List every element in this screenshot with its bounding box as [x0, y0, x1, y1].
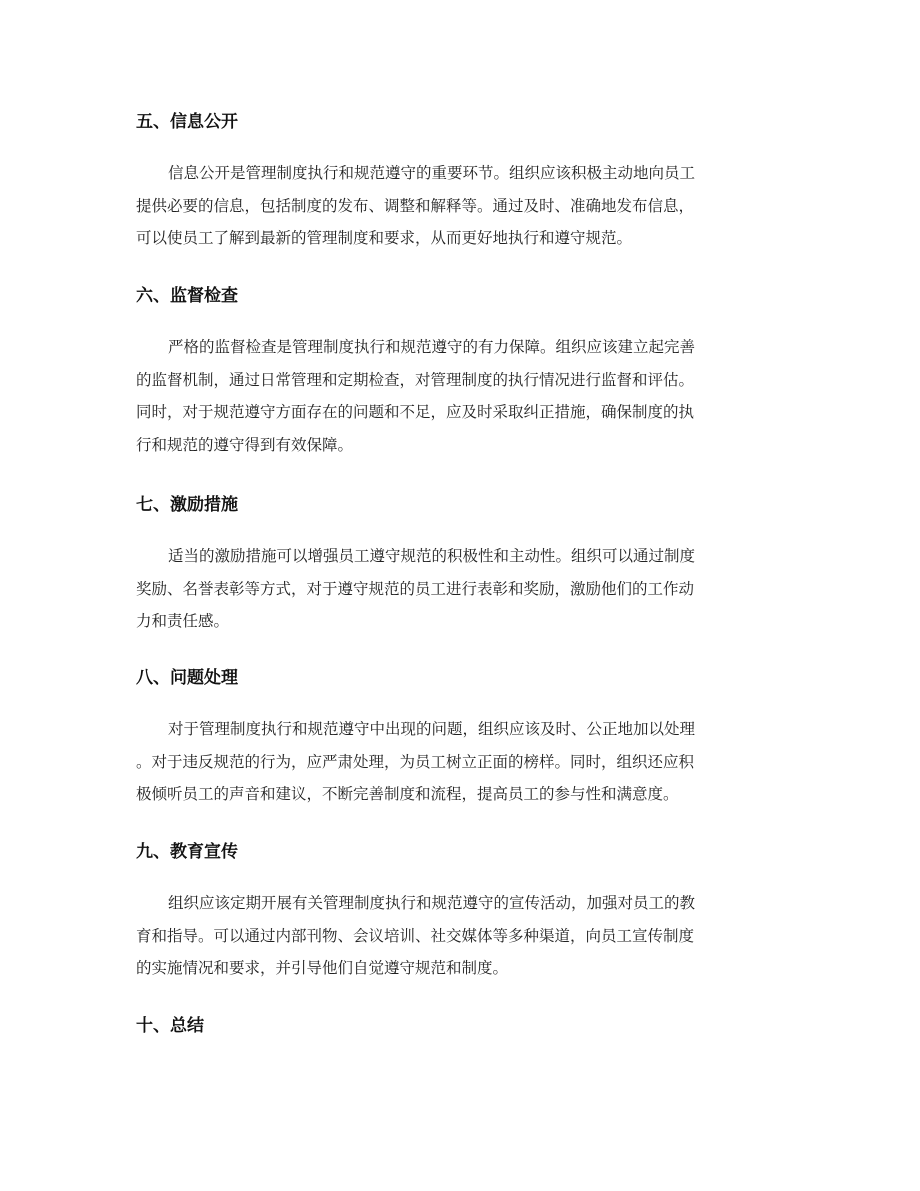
section-heading: 六、监督检查 — [136, 286, 238, 306]
paragraph-line: 极倾听员工的声音和建议，不断完善制度和流程，提高员工的参与性和满意度。 — [136, 785, 679, 803]
paragraph-line: 提供必要的信息，包括制度的发布、调整和解释等。通过及时、准确地发布信息， — [136, 196, 695, 215]
section-heading: 五、信息公开 — [136, 112, 238, 132]
section-paragraph — [136, 157, 786, 255]
section-supervision-inspection — [136, 284, 786, 461]
paragraph-line: 组织应该定期开展有关管理制度执行和规范遵守的宣传活动，加强对员工的教 — [168, 894, 696, 912]
section-paragraph — [136, 331, 786, 461]
paragraph-line: 行和规范的遵守得到有效保障。 — [136, 435, 354, 454]
paragraph-line: 严格的监督检查是管理制度执行和规范遵守的有力保障。组织应该建立起完善 — [168, 338, 696, 356]
section-information-disclosure — [136, 110, 786, 255]
section-heading: 九、教育宣传 — [136, 842, 238, 862]
paragraph-line: 适当的激励措施可以增强员工遵守规范的积极性和主动性。组织可以通过制度 — [168, 547, 696, 565]
paragraph-line: 奖励、名誉表彰等方式，对于遵守规范的员工进行表彰和奖励，激励他们的工作动 — [136, 579, 695, 598]
section-paragraph — [136, 887, 786, 985]
paragraph-line: 育和指导。可以通过内部刊物、会议培训、社交媒体等多种渠道，向员工宣传制度 — [136, 926, 695, 945]
section-incentive-measures — [136, 493, 786, 638]
paragraph-line: 的监督机制，通过日常管理和定期检查，对管理制度的执行情况进行监督和评估。 — [136, 370, 695, 389]
section-heading: 七、激励措施 — [136, 495, 238, 515]
paragraph-line: 可以使员工了解到最新的管理制度和要求，从而更好地执行和遵守规范。 — [136, 229, 633, 247]
section-heading: 八、问题处理 — [136, 668, 238, 688]
paragraph-line: 力和责任感。 — [136, 612, 230, 630]
paragraph-line: 对于管理制度执行和规范遵守中出现的问题，组织应该及时、公正地加以处理 — [168, 720, 696, 738]
section-problem-handling — [136, 666, 786, 811]
paragraph-line: 。对于违反规范的行为，应严肃处理，为员工树立正面的榜样。同时，组织还应积 — [136, 752, 695, 771]
paragraph-line: 同时，对于规范遵守方面存在的问题和不足，应及时采取纠正措施，确保制度的执 — [136, 403, 695, 421]
section-summary — [136, 1014, 786, 1038]
section-paragraph — [136, 713, 786, 811]
section-paragraph — [136, 540, 786, 638]
section-heading: 十、总结 — [136, 1016, 204, 1036]
section-education-publicity — [136, 840, 786, 985]
paragraph-line: 信息公开是管理制度执行和规范遵守的重要环节。组织应该积极主动地向员工 — [168, 164, 696, 182]
paragraph-line: 的实施情况和要求，并引导他们自觉遵守规范和制度。 — [136, 959, 509, 977]
